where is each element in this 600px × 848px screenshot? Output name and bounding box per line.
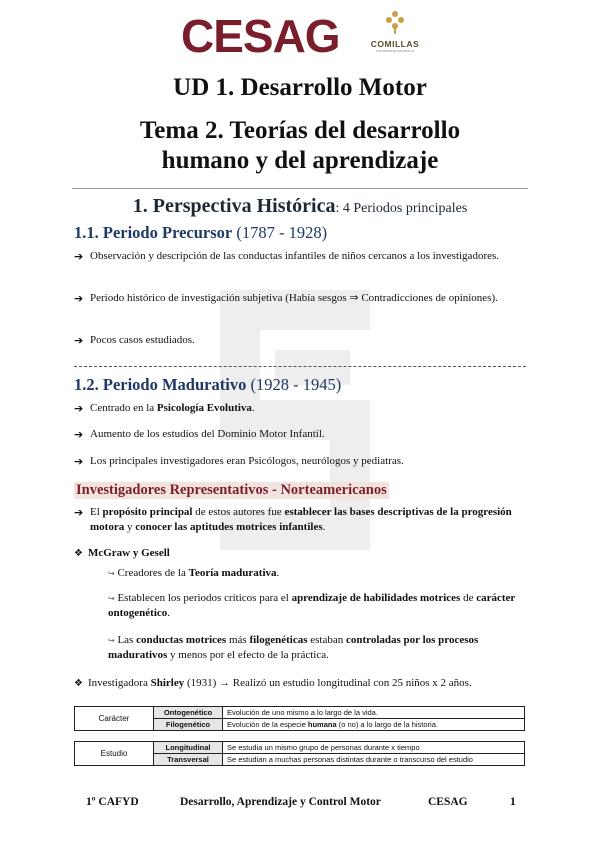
table-label: Estudio	[75, 742, 154, 766]
list-item: ➔ Los principales investigadores eran Psicólogos, neurólogos y pediatras.	[74, 455, 404, 468]
return-arrow-icon: ↪	[108, 569, 115, 578]
table-cell: Transversal	[154, 754, 223, 766]
diamond-bullet-icon: ❖	[74, 678, 83, 689]
title-divider	[72, 188, 528, 189]
estudio-table	[74, 741, 525, 766]
arrow-icon: ➔	[74, 402, 84, 415]
investigators-heading: Investigadores Representativos - Norteamericanos	[76, 482, 387, 498]
list-item: ➔ El propósito principal de estos autores fue establecer las bases descriptivas de la progresión motora y conocer las aptitudes motrices infantiles.	[74, 506, 512, 533]
footer-course: 1º CAFYD	[86, 796, 139, 808]
table-cell: Se estudian a muchas personas distintas durante o transcurso del estudio	[223, 754, 525, 766]
list-item: ➔ Aumento de los estudios del Dominio Motor Infantil.	[74, 428, 325, 441]
topic-title-line2: humano y del aprendizaje	[161, 147, 439, 174]
section-subtitle: 4 Periodos principales	[339, 201, 468, 216]
return-arrow-icon: ↪	[108, 594, 115, 603]
madurativo-heading: 1.2. Periodo Madurativo (1928 - 1945)	[74, 375, 342, 394]
table-cell: Ontogenético	[154, 707, 223, 719]
sub-item: ↪ Las conductas motrices más filogenéticas estaban controladas por los procesos madurativos y menos por el efecto de la práctica.	[108, 634, 479, 661]
comillas-name: COMILLAS	[370, 39, 420, 49]
arrow-icon: ➔	[74, 292, 84, 305]
header	[0, 8, 600, 68]
table-cell: Evolución de uno mismo a lo largo de la vida.	[223, 707, 525, 719]
footer-subject: Desarrollo, Aprendizaje y Control Motor	[180, 796, 381, 808]
table-cell: Longitudinal	[154, 742, 223, 754]
footer-institution: CESAG	[428, 796, 468, 808]
table-cell: Evolución de la especie humana (o no) a lo largo de la historia.	[223, 719, 525, 731]
section-title: 1. Perspectiva Histórica	[132, 195, 336, 217]
precursor-years: (1787 - 1928)	[232, 223, 328, 242]
arrow-icon: ➔	[74, 250, 84, 263]
cesag-logo: CESAG	[181, 10, 340, 62]
precursor-heading: 1.1. Periodo Precursor (1787 - 1928)	[74, 223, 328, 242]
table-cell: Filogenético	[154, 719, 223, 731]
list-item: ➔ Pocos casos estudiados.	[74, 334, 195, 347]
topic-title	[0, 116, 600, 176]
page-number: 1	[510, 796, 516, 808]
list-item: ➔ Centrado en la Psicología Evolutiva.	[74, 402, 255, 415]
sub-item: ↪ Creadores de la Teoría madurativa.	[108, 567, 280, 579]
comillas-emblem-icon	[382, 10, 408, 34]
arrow-icon: ➔	[74, 455, 84, 468]
list-item: ➔ Periodo histórico de investigación subjetiva (Había sesgos ⇒ Contradicciones de opiniones).	[74, 292, 498, 305]
section-heading	[0, 195, 600, 218]
comillas-subtitle: UNIVERSIDAD PONTIFICIA	[376, 49, 414, 53]
caracter-table	[74, 706, 525, 731]
madurativo-years: (1928 - 1945)	[246, 375, 342, 394]
shirley-item: ❖ Investigadora Shirley (1931) → Realizó un estudio longitudinal con 25 niños x 2 años.	[74, 677, 472, 689]
comillas-logo	[360, 10, 430, 53]
table-row	[75, 742, 525, 754]
sub-item: ↪ Establecen los periodos críticos para el aprendizaje de habilidades motrices de carácter ontogenético.	[108, 592, 516, 619]
return-arrow-icon: ↪	[108, 636, 115, 645]
section-colon: :	[335, 201, 340, 216]
table-label: Carácter	[75, 707, 154, 731]
list-item: ➔ Observación y descripción de las conductas infantiles de niños cercanos a los investigadores.	[74, 250, 500, 263]
arrow-icon: ➔	[74, 428, 84, 441]
arrow-icon: ➔	[74, 506, 84, 519]
diamond-bullet-icon: ❖	[74, 548, 83, 559]
section-divider	[74, 366, 526, 367]
arrow-icon: ➔	[74, 334, 84, 347]
unit-title: UD 1. Desarrollo Motor	[173, 74, 427, 101]
table-row	[75, 707, 525, 719]
table-cell: Se estudia un mismo grupo de personas durante x tiempo	[223, 742, 525, 754]
mcgraw-item: ❖ McGraw y Gesell	[74, 547, 170, 559]
topic-title-line1: Tema 2. Teorías del desarrollo	[139, 117, 461, 144]
